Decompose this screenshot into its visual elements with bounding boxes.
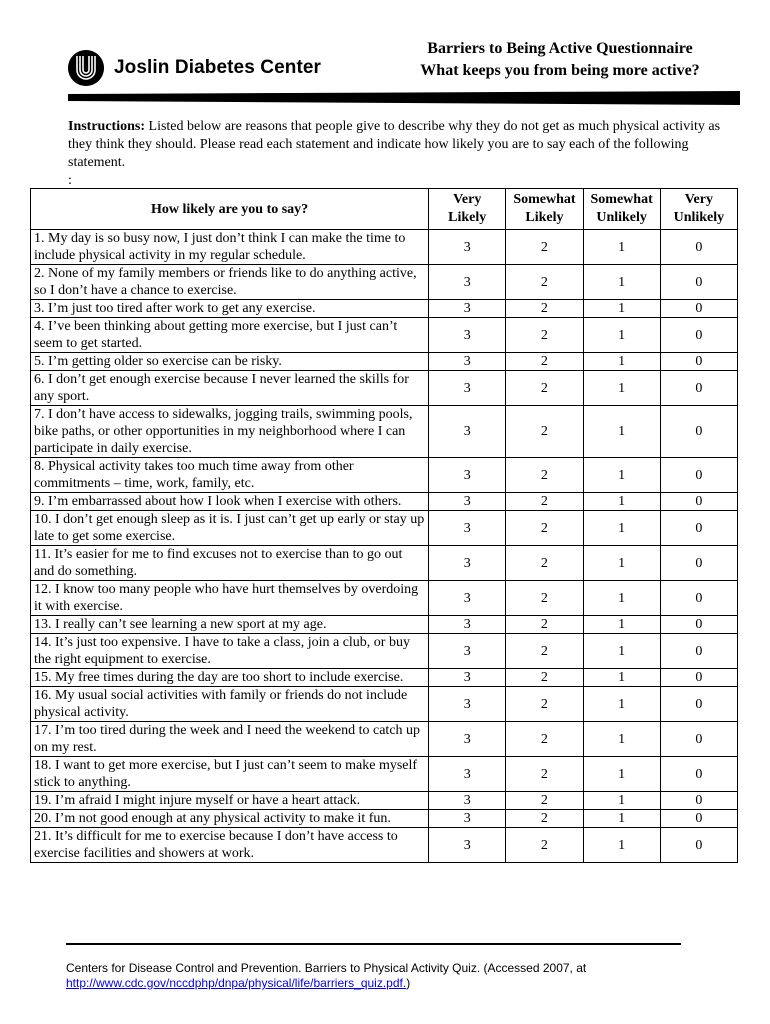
- citation-link[interactable]: http://www.cdc.gov/nccdphp/dnpa/physical/life/barriers_quiz.pdf.: [66, 976, 407, 990]
- score-cell[interactable]: 0: [660, 511, 737, 546]
- score-cell[interactable]: 3: [429, 792, 506, 810]
- logo-text: Joslin Diabetes Center: [114, 57, 322, 78]
- score-cell[interactable]: 1: [583, 546, 660, 581]
- score-cell[interactable]: 1: [583, 616, 660, 634]
- score-cell[interactable]: 2: [506, 265, 583, 300]
- footer-citation: [66, 961, 706, 991]
- table-row: [31, 792, 738, 810]
- table-row: [31, 300, 738, 318]
- header-rule: [68, 91, 740, 105]
- table-row: [31, 687, 738, 722]
- score-cell[interactable]: 1: [583, 581, 660, 616]
- score-cell[interactable]: 3: [429, 828, 506, 863]
- score-cell[interactable]: 0: [660, 687, 737, 722]
- score-cell[interactable]: 1: [583, 230, 660, 265]
- score-cell[interactable]: 0: [660, 265, 737, 300]
- score-cell[interactable]: 0: [660, 406, 737, 458]
- score-cell[interactable]: 0: [660, 546, 737, 581]
- table-row: [31, 616, 738, 634]
- score-cell[interactable]: 0: [660, 828, 737, 863]
- score-cell[interactable]: 1: [583, 810, 660, 828]
- statement-text: 12. I know too many people who have hurt themselves by overdoing it with exercise.: [31, 581, 429, 616]
- statement-text: 15. My free times during the day are too short to include exercise.: [31, 669, 429, 687]
- statement-text: 8. Physical activity takes too much time away from other commitments – time, work, family, etc.: [31, 458, 429, 493]
- score-cell[interactable]: 3: [429, 581, 506, 616]
- score-cell[interactable]: 0: [660, 230, 737, 265]
- score-cell[interactable]: 1: [583, 353, 660, 371]
- score-cell[interactable]: 3: [429, 687, 506, 722]
- title-line-1: Barriers to Being Active Questionnaire: [427, 40, 693, 57]
- score-cell[interactable]: 3: [429, 493, 506, 511]
- score-cell[interactable]: 2: [506, 300, 583, 318]
- score-cell[interactable]: 1: [583, 458, 660, 493]
- score-cell[interactable]: 0: [660, 757, 737, 792]
- score-cell[interactable]: 2: [506, 687, 583, 722]
- option-header-somewhat-unlikely: Somewhat Unlikely: [583, 189, 660, 230]
- score-cell[interactable]: 3: [429, 634, 506, 669]
- score-cell[interactable]: 1: [583, 511, 660, 546]
- statement-text: 18. I want to get more exercise, but I just can’t seem to make myself stick to anything.: [31, 757, 429, 792]
- score-cell[interactable]: 1: [583, 828, 660, 863]
- score-cell[interactable]: 1: [583, 371, 660, 406]
- score-cell[interactable]: 2: [506, 371, 583, 406]
- score-cell[interactable]: 1: [583, 265, 660, 300]
- score-cell[interactable]: 2: [506, 406, 583, 458]
- score-cell[interactable]: 2: [506, 546, 583, 581]
- table-row: [31, 634, 738, 669]
- score-cell[interactable]: 3: [429, 546, 506, 581]
- footer-rule: [66, 943, 681, 945]
- score-cell[interactable]: 3: [429, 458, 506, 493]
- questionnaire-table: [30, 188, 738, 863]
- citation-close: ): [406, 976, 411, 990]
- score-cell[interactable]: 3: [429, 406, 506, 458]
- statement-text: 3. I’m just too tired after work to get any exercise.: [31, 300, 429, 318]
- table-row: [31, 493, 738, 511]
- table-row: [31, 230, 738, 265]
- table-header-row: [31, 189, 738, 230]
- score-cell[interactable]: 2: [506, 581, 583, 616]
- score-cell[interactable]: 0: [660, 722, 737, 757]
- score-cell[interactable]: 3: [429, 722, 506, 757]
- score-cell[interactable]: 3: [429, 353, 506, 371]
- option-header-very-likely: Very Likely: [429, 189, 506, 230]
- score-cell[interactable]: 0: [660, 353, 737, 371]
- score-cell[interactable]: 3: [429, 230, 506, 265]
- statement-text: 4. I’ve been thinking about getting more exercise, but I just can’t seem to get started.: [31, 318, 429, 353]
- statement-text: 7. I don’t have access to sidewalks, jogging trails, swimming pools, bike paths, or other opportunities in my neighborhood where I can participate in daily exercise.: [31, 406, 429, 458]
- table-row: [31, 458, 738, 493]
- table-row: [31, 581, 738, 616]
- score-cell[interactable]: 3: [429, 669, 506, 687]
- table-row: [31, 828, 738, 863]
- score-cell[interactable]: 2: [506, 722, 583, 757]
- score-cell[interactable]: 0: [660, 318, 737, 353]
- statement-text: 11. It’s easier for me to find excuses not to exercise than to go out and do something.: [31, 546, 429, 581]
- statement-text: 16. My usual social activities with family or friends do not include physical activity.: [31, 687, 429, 722]
- score-cell[interactable]: 3: [429, 318, 506, 353]
- score-cell[interactable]: 1: [583, 757, 660, 792]
- score-cell[interactable]: 0: [660, 371, 737, 406]
- statement-text: 21. It’s difficult for me to exercise because I don’t have access to exercise facilities and showers at work.: [31, 828, 429, 863]
- score-cell[interactable]: 1: [583, 493, 660, 511]
- score-cell[interactable]: 3: [429, 616, 506, 634]
- score-cell[interactable]: 3: [429, 265, 506, 300]
- statement-text: 10. I don’t get enough sleep as it is. I just can’t get up early or stay up late to get some exercise.: [31, 511, 429, 546]
- table-row: [31, 406, 738, 458]
- score-cell[interactable]: 0: [660, 493, 737, 511]
- statement-text: 9. I’m embarrassed about how I look when I exercise with others.: [31, 493, 429, 511]
- score-cell[interactable]: 1: [583, 669, 660, 687]
- statement-text: 13. I really can’t see learning a new sport at my age.: [31, 616, 429, 634]
- option-header-very-unlikely: Very Unlikely: [660, 189, 737, 230]
- table-row: [31, 810, 738, 828]
- score-cell[interactable]: 1: [583, 792, 660, 810]
- score-cell[interactable]: 2: [506, 318, 583, 353]
- score-cell[interactable]: 0: [660, 792, 737, 810]
- score-cell[interactable]: 1: [583, 318, 660, 353]
- question-header: How likely are you to say?: [31, 189, 429, 230]
- table-row: [31, 318, 738, 353]
- score-cell[interactable]: 2: [506, 353, 583, 371]
- joslin-logo-icon: [68, 50, 104, 86]
- score-cell[interactable]: 2: [506, 810, 583, 828]
- statement-text: 20. I’m not good enough at any physical activity to make it fun.: [31, 810, 429, 828]
- statement-text: 6. I don’t get enough exercise because I never learned the skills for any sport.: [31, 371, 429, 406]
- score-cell[interactable]: 2: [506, 634, 583, 669]
- score-cell[interactable]: 1: [583, 406, 660, 458]
- score-cell[interactable]: 0: [660, 616, 737, 634]
- score-cell[interactable]: 3: [429, 300, 506, 318]
- score-cell[interactable]: 1: [583, 687, 660, 722]
- score-cell[interactable]: 0: [660, 669, 737, 687]
- score-cell[interactable]: 3: [429, 757, 506, 792]
- score-cell[interactable]: 3: [429, 371, 506, 406]
- score-cell[interactable]: 0: [660, 810, 737, 828]
- score-cell[interactable]: 0: [660, 634, 737, 669]
- score-cell[interactable]: 2: [506, 458, 583, 493]
- table-row: [31, 353, 738, 371]
- instructions-trailing: :: [68, 173, 72, 188]
- statement-text: 17. I’m too tired during the week and I need the weekend to catch up on my rest.: [31, 722, 429, 757]
- score-cell[interactable]: 2: [506, 230, 583, 265]
- table-row: [31, 265, 738, 300]
- instructions-label: Instructions:: [68, 119, 146, 134]
- document-title: [380, 38, 740, 82]
- joslin-logo: [68, 50, 321, 86]
- score-cell[interactable]: 3: [429, 511, 506, 546]
- score-cell[interactable]: 2: [506, 616, 583, 634]
- table-row: [31, 511, 738, 546]
- score-cell[interactable]: 0: [660, 581, 737, 616]
- table-row: [31, 669, 738, 687]
- score-cell[interactable]: 2: [506, 757, 583, 792]
- score-cell[interactable]: 1: [583, 722, 660, 757]
- instructions-text: Listed below are reasons that people give to describe why they do not get as much physical activity as they think they should. Please read each statement and indicate how likely you are to say each of the following statement.: [68, 119, 721, 170]
- instructions: [68, 118, 740, 190]
- table-row: [31, 371, 738, 406]
- table-row: [31, 722, 738, 757]
- statement-text: 5. I’m getting older so exercise can be risky.: [31, 353, 429, 371]
- score-cell[interactable]: 2: [506, 493, 583, 511]
- table-row: [31, 546, 738, 581]
- table-row: [31, 757, 738, 792]
- score-cell[interactable]: 2: [506, 669, 583, 687]
- score-cell[interactable]: 0: [660, 458, 737, 493]
- score-cell[interactable]: 1: [583, 634, 660, 669]
- score-cell[interactable]: 2: [506, 792, 583, 810]
- statement-text: 19. I’m afraid I might injure myself or have a heart attack.: [31, 792, 429, 810]
- statement-text: 1. My day is so busy now, I just don’t think I can make the time to include physical activity in my regular schedule.: [31, 230, 429, 265]
- citation-text: Centers for Disease Control and Prevention. Barriers to Physical Activity Quiz. (Accessed 2007, at: [66, 961, 587, 975]
- statement-text: 2. None of my family members or friends like to do anything active, so I don’t have a chance to exercise.: [31, 265, 429, 300]
- score-cell[interactable]: 2: [506, 828, 583, 863]
- score-cell[interactable]: 3: [429, 810, 506, 828]
- score-cell[interactable]: 1: [583, 300, 660, 318]
- score-cell[interactable]: 0: [660, 300, 737, 318]
- score-cell[interactable]: 2: [506, 511, 583, 546]
- title-line-2: What keeps you from being more active?: [420, 62, 700, 79]
- option-header-somewhat-likely: Somewhat Likely: [506, 189, 583, 230]
- statement-text: 14. It’s just too expensive. I have to take a class, join a club, or buy the right equipment to exercise.: [31, 634, 429, 669]
